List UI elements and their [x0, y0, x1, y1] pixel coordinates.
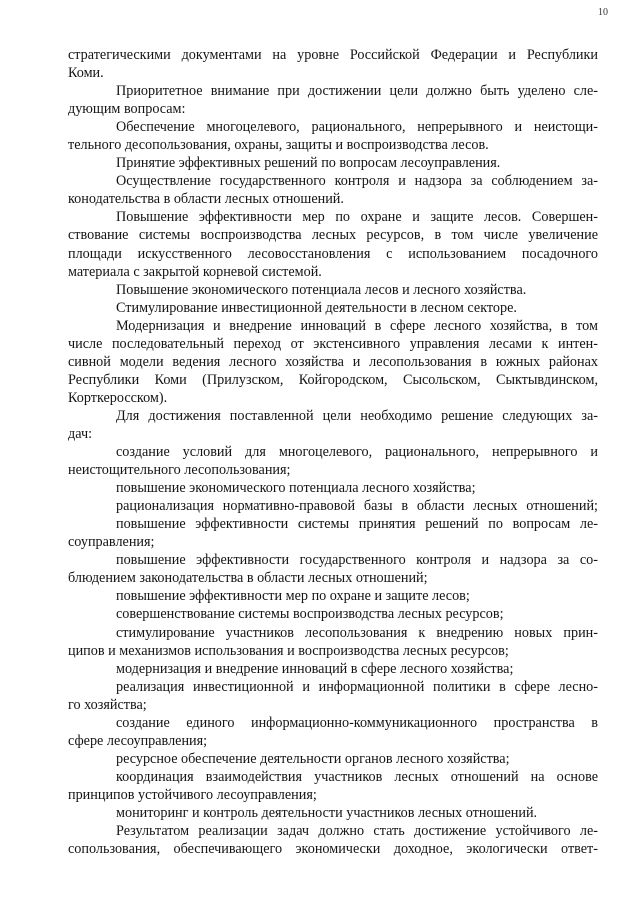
text-line: повышение экономического потенциала лесного хозяйства; — [116, 480, 476, 497]
text-line: Повышение экономического потенциала лесов и лесного хозяйства. — [116, 281, 527, 298]
text-line: Для достижения поставленной цели необходимо решение следующих за- — [116, 407, 598, 424]
text-line: ствование системы воспроизводства лесных ресурсов, в том числе увеличение — [68, 227, 598, 244]
text-line: Корткеросском). — [68, 389, 168, 406]
text-line: модернизация и внедрение инноваций в сфере лесного хозяйства; — [116, 660, 514, 677]
text-line: сивной модели ведения лесного хозяйства и лесопользования в южных районах — [68, 353, 598, 370]
text-line: повышение эффективности государственного контроля и надзора за со- — [116, 552, 598, 569]
text-line: совершенствование системы воспроизводства лесных ресурсов; — [116, 606, 504, 623]
text-line: Обеспечение многоцелевого, рационального, непрерывного и неистощи- — [116, 119, 598, 136]
text-line: тельного десопользования, охраны, защиты и воспроизводства лесов. — [68, 137, 489, 154]
text-line: Приоритетное внимание при достижении цели должно быть уделено сле- — [116, 83, 598, 100]
text-line: соуправления; — [68, 534, 155, 551]
text-line: Повышение эффективности мер по охране и защите лесов. Совершен- — [116, 209, 598, 226]
text-line: Принятие эффективных решений по вопросам лесоуправления. — [116, 155, 501, 172]
text-line: ципов и механизмов использования и воспроизводства лесных ресурсов; — [68, 642, 509, 659]
text-line: Республики Коми (Прилузском, Койгородском, Сысольском, Сыктывдинском, — [68, 371, 598, 388]
text-line: го хозяйства; — [68, 696, 147, 713]
page-number: 10 — [598, 7, 608, 18]
text-line: неистощительного лесопользования; — [68, 462, 291, 479]
text-line: конодательства в области лесных отношений. — [68, 191, 344, 208]
text-line: материала с закрытой корневой системой. — [68, 263, 322, 280]
text-line: рационализация нормативно-правовой базы в области лесных отношений; — [116, 498, 598, 515]
text-line: сфере лесоуправления; — [68, 732, 208, 749]
text-line: Результатом реализации задач должно стать достижение устойчивого ле- — [116, 823, 598, 840]
text-line: сопользования, обеспечивающего экономически доходное, экологически ответ- — [68, 841, 598, 858]
text-line: Стимулирование инвестиционной деятельности в лесном секторе. — [116, 299, 517, 316]
text-line: создание единого информационно-коммуникационного пространства в — [116, 714, 598, 731]
text-line: принципов устойчивого лесоуправления; — [68, 786, 317, 803]
text-line: создание условий для многоцелевого, рационального, непрерывного и — [116, 444, 598, 461]
text-line: повышение эффективности системы принятия решений по вопросам ле- — [116, 516, 598, 533]
text-line: площади искусственного лесовосстановления с использованием посадочного — [68, 245, 598, 262]
text-line: Осуществление государственного контроля и надзора за соблюдением за- — [116, 173, 598, 190]
text-line: реализация инвестиционной и информационной политики в сфере лесно- — [116, 678, 598, 695]
document-body — [68, 46, 598, 858]
text-line: Коми. — [68, 65, 104, 82]
text-line: стимулирование участников лесопользования к внедрению новых прин- — [116, 624, 598, 641]
text-line: дующим вопросам: — [68, 101, 186, 118]
text-line: Модернизация и внедрение инноваций в сфере лесного хозяйства, в том — [116, 317, 598, 334]
text-line: числе последовательный переход от экстенсивного управления лесами к интен- — [68, 335, 598, 352]
text-line: мониторинг и контроль деятельности участников лесных отношений. — [116, 804, 538, 821]
text-line: повышение эффективности мер по охране и защите лесов; — [116, 588, 470, 605]
text-line: ресурсное обеспечение деятельности органов лесного хозяйства; — [116, 750, 510, 767]
text-line: стратегическими документами на уровне Российской Федерации и Республики — [68, 47, 598, 63]
text-line: блюдением законодательства в области лесных отношений; — [68, 570, 428, 587]
text-line: дач: — [68, 425, 93, 442]
text-line: координация взаимодействия участников лесных отношений на основе — [116, 768, 598, 785]
